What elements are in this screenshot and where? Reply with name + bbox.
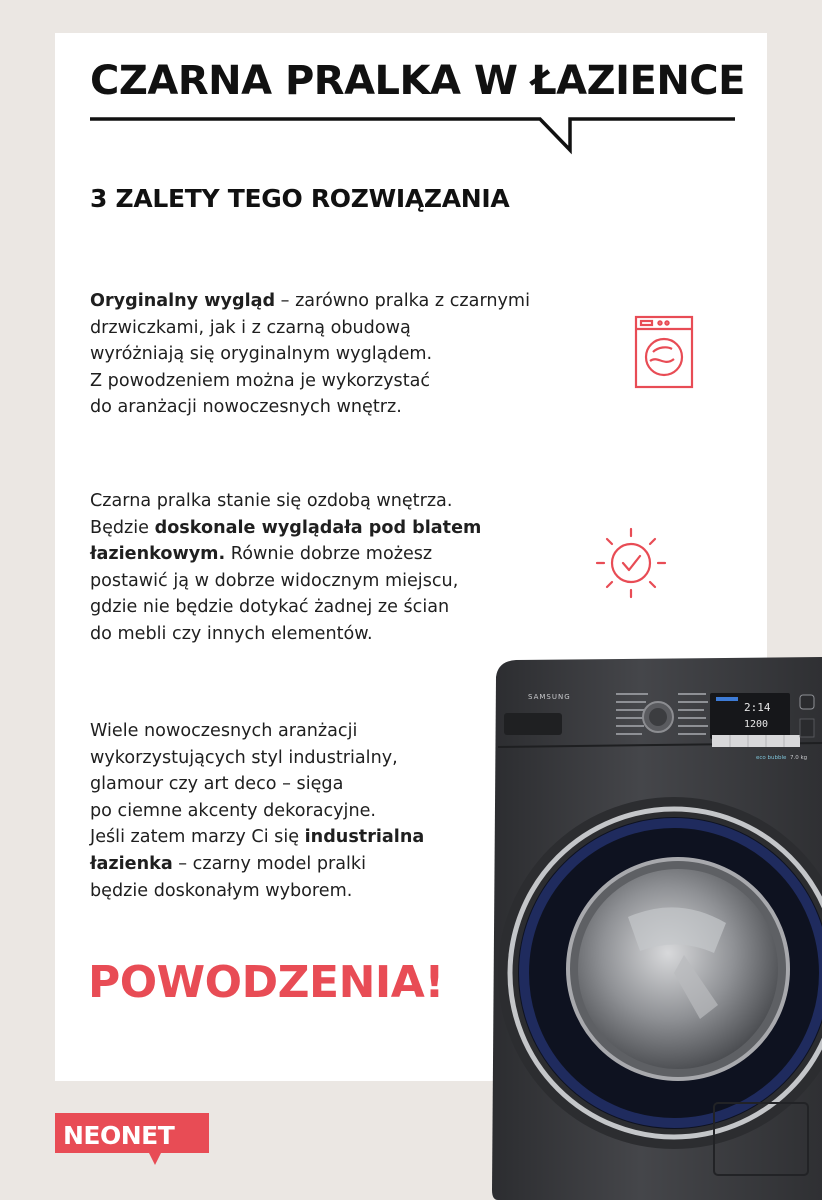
paragraph-text: glamour czy art deco – sięga bbox=[90, 774, 344, 795]
paragraph-text: Wiele nowoczesnych aranżacji bbox=[90, 721, 358, 741]
neonet-logo-text: NEONET bbox=[63, 1121, 175, 1150]
paragraph-text: gdzie nie będzie dotykać żadnej ze ścian bbox=[90, 597, 450, 618]
closing-title: POWODZENIA! bbox=[88, 957, 444, 1008]
paragraph-text: po ciemne akcenty dekoracyjne. bbox=[90, 800, 377, 821]
section-subtitle: 3 ZALETY TEGO ROZWIĄZANIA bbox=[90, 184, 510, 213]
washer-display-time: 2:14 bbox=[744, 701, 771, 714]
paragraph-text: Będzie bbox=[90, 517, 155, 538]
highlight-text: doskonale wyglądała pod blatem bbox=[154, 517, 482, 538]
paragraph-text: – czarny model pralki bbox=[172, 853, 366, 874]
highlight-text: Oryginalny wygląd bbox=[90, 291, 276, 311]
paragraph-text: wyróżniają się oryginalnym wyglądem. bbox=[90, 344, 433, 365]
paragraph-text: do aranżacji nowoczesnych wnętrz. bbox=[90, 397, 402, 418]
paragraph-text: do mebli czy innych elementów. bbox=[90, 623, 373, 644]
washer-brand-label: SAMSUNG bbox=[528, 693, 571, 701]
highlight-text: łazienka bbox=[90, 853, 173, 874]
washer-display-speed: 1200 bbox=[744, 719, 769, 730]
highlight-text: industrialna bbox=[304, 827, 425, 848]
washing-machine-photo bbox=[488, 655, 822, 1200]
paragraph-text: drzwiczkami, jak i z czarną obudową bbox=[90, 317, 411, 338]
paragraph-text: wykorzystujących styl industrialny, bbox=[90, 747, 398, 768]
benefit-paragraph-2 bbox=[90, 488, 481, 648]
washer-capacity-label: 7.0 kg bbox=[790, 755, 808, 761]
washing-machine-icon bbox=[634, 315, 694, 389]
paragraph-text: Czarna pralka stanie się ozdobą wnętrza. bbox=[90, 491, 453, 511]
washer-eco-label: eco bubble bbox=[756, 755, 787, 761]
paragraph-text: będzie doskonałym wyborem. bbox=[90, 880, 353, 901]
highlight-text: łazienkowym. bbox=[90, 544, 226, 565]
paragraph-text: postawić ją w dobrze widocznym miejscu, bbox=[90, 570, 459, 591]
benefit-paragraph-1 bbox=[90, 288, 530, 421]
paragraph-text: – zarówno pralka z czarnymi bbox=[275, 291, 530, 311]
neonet-logo bbox=[55, 1113, 209, 1167]
page-title: CZARNA PRALKA W ŁAZIENCE bbox=[90, 58, 745, 104]
paragraph-text: Z powodzeniem można je wykorzystać bbox=[90, 370, 431, 391]
checkmark-badge-icon bbox=[595, 527, 667, 599]
speech-bubble-underline bbox=[88, 112, 738, 156]
paragraph-text: Równie dobrze możesz bbox=[225, 544, 433, 565]
paragraph-text: Jeśli zatem marzy Ci się bbox=[90, 827, 305, 848]
benefit-paragraph-3 bbox=[90, 718, 424, 904]
